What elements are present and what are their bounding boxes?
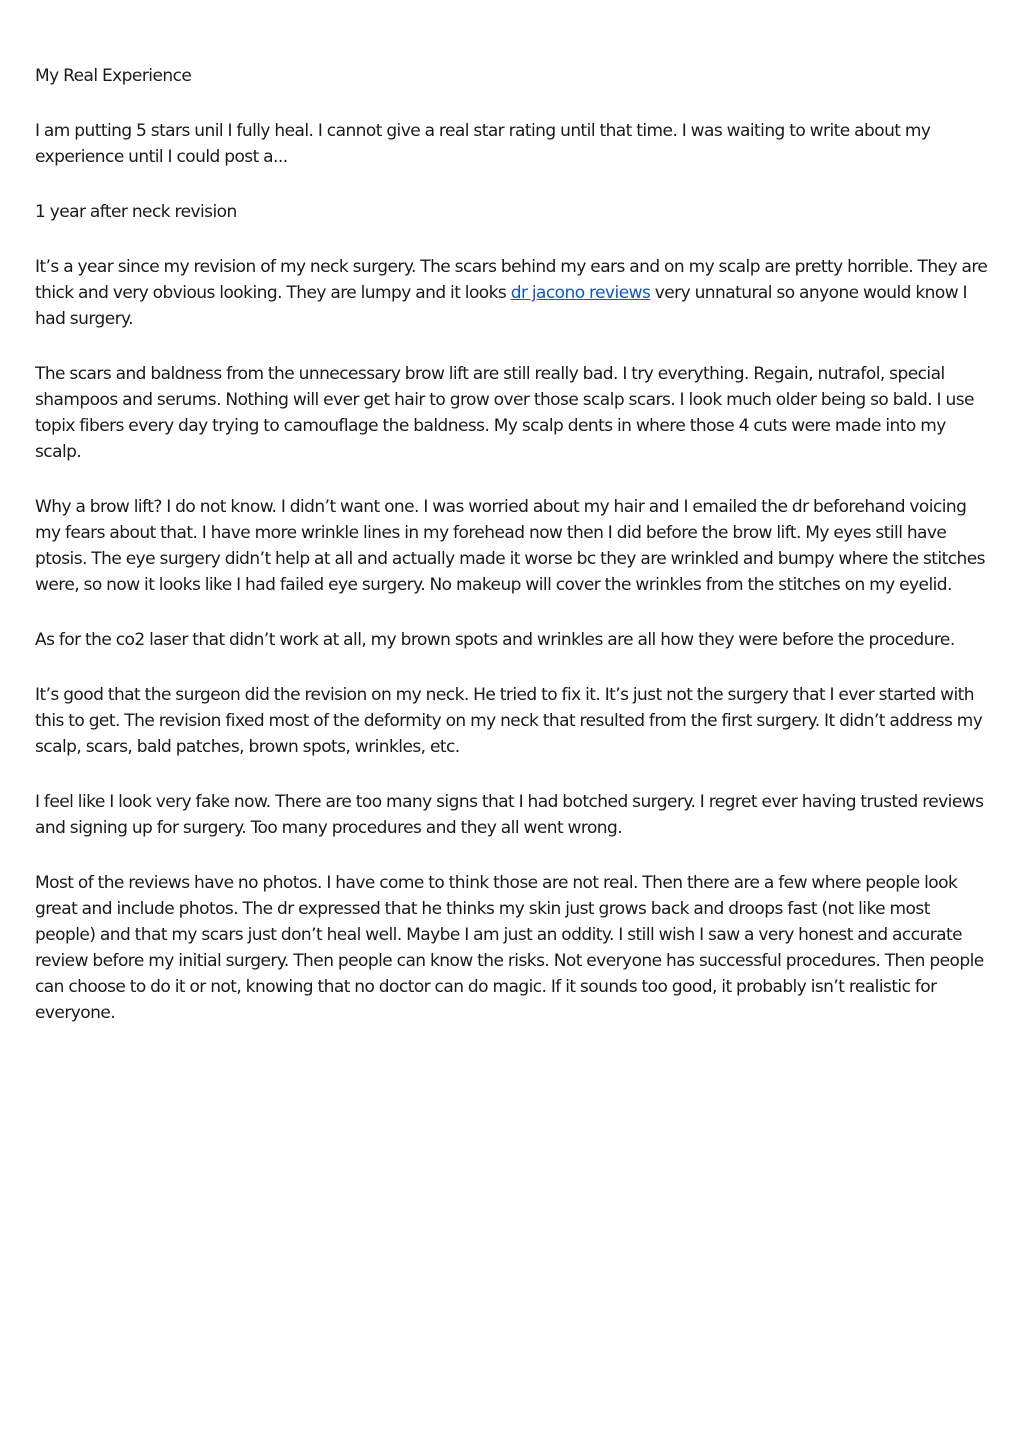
reviews-link[interactable]: dr jacono reviews (510, 283, 651, 303)
document-subtitle: 1 year after neck revision (35, 202, 237, 222)
paragraph-text: It’s a year since my revision of my neck surgery. The scars behind my ears and on my scalp are pretty horrible. They are thick and very obvious looking. They are lumpy and it looks (35, 257, 988, 303)
intro-paragraph: I am putting 5 stars unil I fully heal. I cannot give a real star rating until that time. I was waiting to write about my experience until I could post a... (35, 121, 931, 167)
paragraph-text: very unnatural so anyone would know I had surgery. (35, 283, 967, 329)
paragraph-brow-lift-question: Why a brow lift? I do not know. I didn’t want one. I was worried about my hair and I emailed the dr beforehand voicing my fears about that. I have more wrinkle lines in my forehead now then I did before the brow lift. My eyes still have ptosis. The eye surgery didn’t help at all and actually made it worse bc they are wrinkled and bumpy where the stitches were, so now it looks like I had failed eye surgery. No makeup will cover the wrinkles from the stitches on my eyelid. (35, 497, 985, 595)
paragraph-neck-scars (35, 254, 993, 332)
document-body (35, 63, 993, 1055)
document-title: My Real Experience (35, 66, 192, 86)
paragraph-revision: It’s good that the surgeon did the revision on my neck. He tried to fix it. It’s just not the surgery that I ever started with this to get. The revision fixed most of the deformity on my neck that resulted from the first surgery. It didn’t address my scalp, scars, bald patches, brown spots, wrinkles, etc. (35, 685, 983, 757)
paragraph-regret: I feel like I look very fake now. There are too many signs that I had botched surgery. I regret ever having trusted reviews and signing up for surgery. Too many procedures and they all went wrong. (35, 792, 984, 838)
paragraph-co2-laser: As for the co2 laser that didn’t work at all, my brown spots and wrinkles are all how they were before the procedure. (35, 630, 955, 650)
paragraph-brow-lift-scars: The scars and baldness from the unnecessary brow lift are still really bad. I try everything. Regain, nutrafol, special shampoos and serums. Nothing will ever get hair to grow over those scalp scars. I look much older being so bald. I use topix fibers every day trying to camouflage the baldness. My scalp dents in where those 4 cuts were made into my scalp. (35, 364, 974, 462)
paragraph-reviews: Most of the reviews have no photos. I have come to think those are not real. Then there are a few where people look great and include photos. The dr expressed that he thinks my skin just grows back and droops fast (not like most people) and that my scars just don’t heal well. Maybe I am just an oddity. I still wish I saw a very honest and accurate review before my initial surgery. Then people can know the risks. Not everyone has successful procedures. Then people can choose to do it or not, knowing that no doctor can do magic. If it sounds too good, it probably isn’t realistic for everyone. (35, 873, 984, 1023)
